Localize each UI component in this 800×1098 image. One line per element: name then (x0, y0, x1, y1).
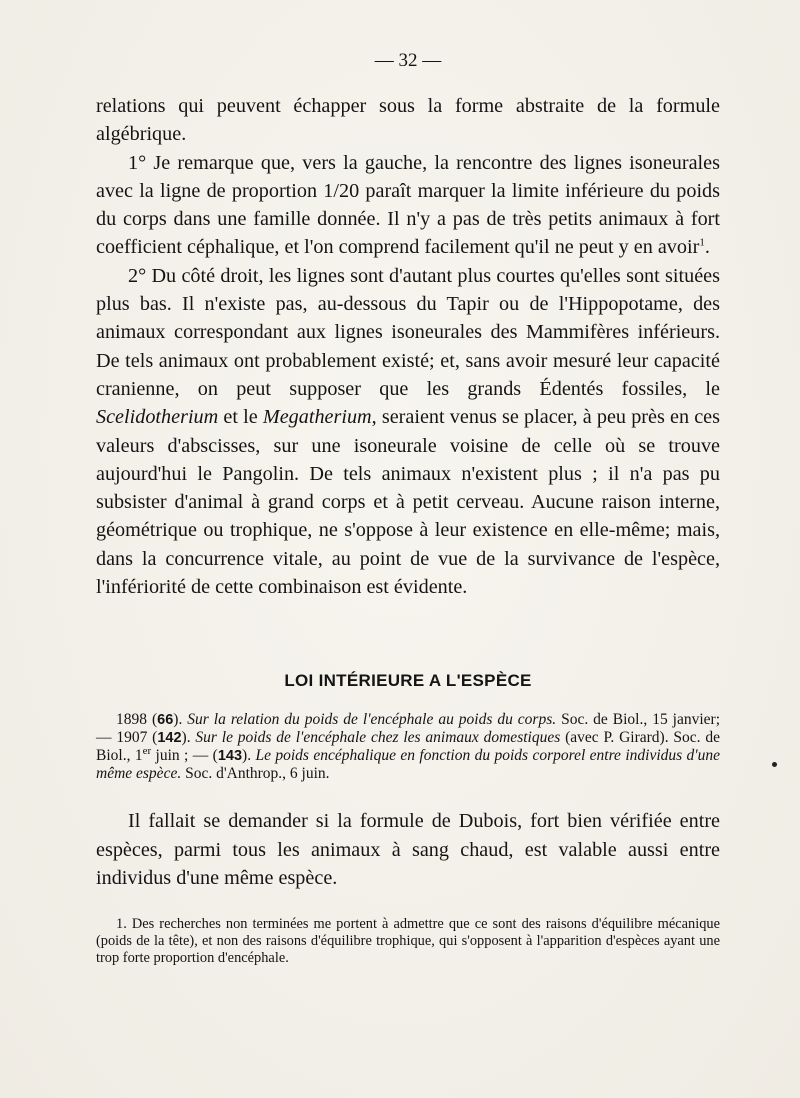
paragraph-point-1-text: 1° Je remarque que, vers la gauche, la rencontre des lignes isoneurales avec la ligne de proportion 1/20 paraît marquer la limite inférieure du poids du corps dans une famille donnée. Il n'y a pas de très petits animaux à fort coefficient céphalique, et l'on comprend facilement qu'il ne peut y en avoir (96, 151, 720, 259)
paragraph-point-2-part-a: 2° Du côté droit, les lignes sont d'autant plus courtes qu'elles sont situées plus bas. Il n'existe pas, au-dessous du Tapir ou de l'Hippopotame, des animaux correspondant aux lignes isoneurales des Mammifères inférieurs. De tels animaux ont probablement existé; et, sans avoir mesuré leur capacité cranienne, on peut supposer que les grands Édentés fossiles, le (96, 264, 720, 400)
ref-1-title: Sur la relation du poids de l'encéphale au poids du corps. (187, 711, 557, 729)
paragraph-point-2 (96, 262, 720, 602)
paragraph-dubois: Il fallait se demander si la formule de Dubois, fort bien vérifiée entre espèces, parmi tous les animaux à sang chaud, est valable aussi entre individus d'une même espèce. (96, 810, 720, 889)
page-number: — 32 — (374, 50, 442, 71)
ref-3-number: 143 (217, 748, 243, 765)
ref-1-rest: Soc. de Biol., 15 janvier; — 1907 ( (96, 711, 721, 747)
ref-1-close: ). (173, 711, 188, 729)
ref-2-rest: (avec P. Girard). Soc. de Biol., 1 (96, 729, 720, 765)
paragraph-continuation: relations qui peuvent échapper sous la forme abstraite de la formule algébrique. (96, 95, 720, 146)
ref-3-rest: Soc. d'Anthrop., 6 juin. (181, 765, 330, 783)
closing-text (96, 807, 720, 892)
references-block (96, 711, 720, 783)
section-heading: LOI INTÉRIEURE A L'ESPÈCE (284, 671, 532, 691)
ref-3-close: ). (242, 747, 256, 765)
ref-2-rest-2: juin ; — ( (151, 747, 218, 765)
paragraph-point-2-part-b: et le (218, 406, 263, 429)
ref-1-year: 1898 ( (116, 711, 158, 729)
genus-megatherium: Megatherium (262, 406, 372, 429)
genus-scelidotherium: Scelidotherium (96, 406, 219, 429)
footnote-marker[interactable]: 1 (699, 236, 705, 249)
paragraph-point-2-part-c: , seraient venus se placer, à peu près en ces valeurs d'abscisses, sur une isoneurale voisine de celle où se trouve aujourd'hui le Pangolin. De tels animaux n'existent plus ; il n'a pas pu subsister d'animal à grand corps et à petit cerveau. Aucune raison interne, géométrique ou trophique, ne s'oppose à leur existence en elle-même; mais, dans la concurrence vitale, au point de vue de la survivance de l'espèce, l'infériorité de cette combinaison est évidente. (96, 406, 720, 599)
paragraph-point-1 (96, 149, 720, 262)
ref-1-number: 66 (157, 712, 174, 729)
ref-2-superscript: er (142, 745, 152, 758)
ref-2-title: Sur le poids de l'encéphale chez les animaux domestiques (195, 729, 561, 747)
ink-speck (772, 762, 777, 767)
references-text (96, 711, 720, 783)
ref-3-title: Le poids encéphalique en fonction du poids corporel entre individus d'une même espèce. (96, 747, 721, 783)
footnote: 1. Des recherches non terminées me portent à admettre que ce sont des raisons d'équilibre mécanique (poids de la tête), et non des raisons d'équilibre trophique, qui s'opposent à l'apparition d'espèces ayant une trop forte proportion d'encéphale. (96, 916, 720, 967)
ref-2-close: ). (181, 729, 196, 747)
paragraph-point-1-end: . (704, 236, 710, 259)
ref-2-number: 142 (157, 730, 182, 747)
main-text (96, 92, 720, 601)
